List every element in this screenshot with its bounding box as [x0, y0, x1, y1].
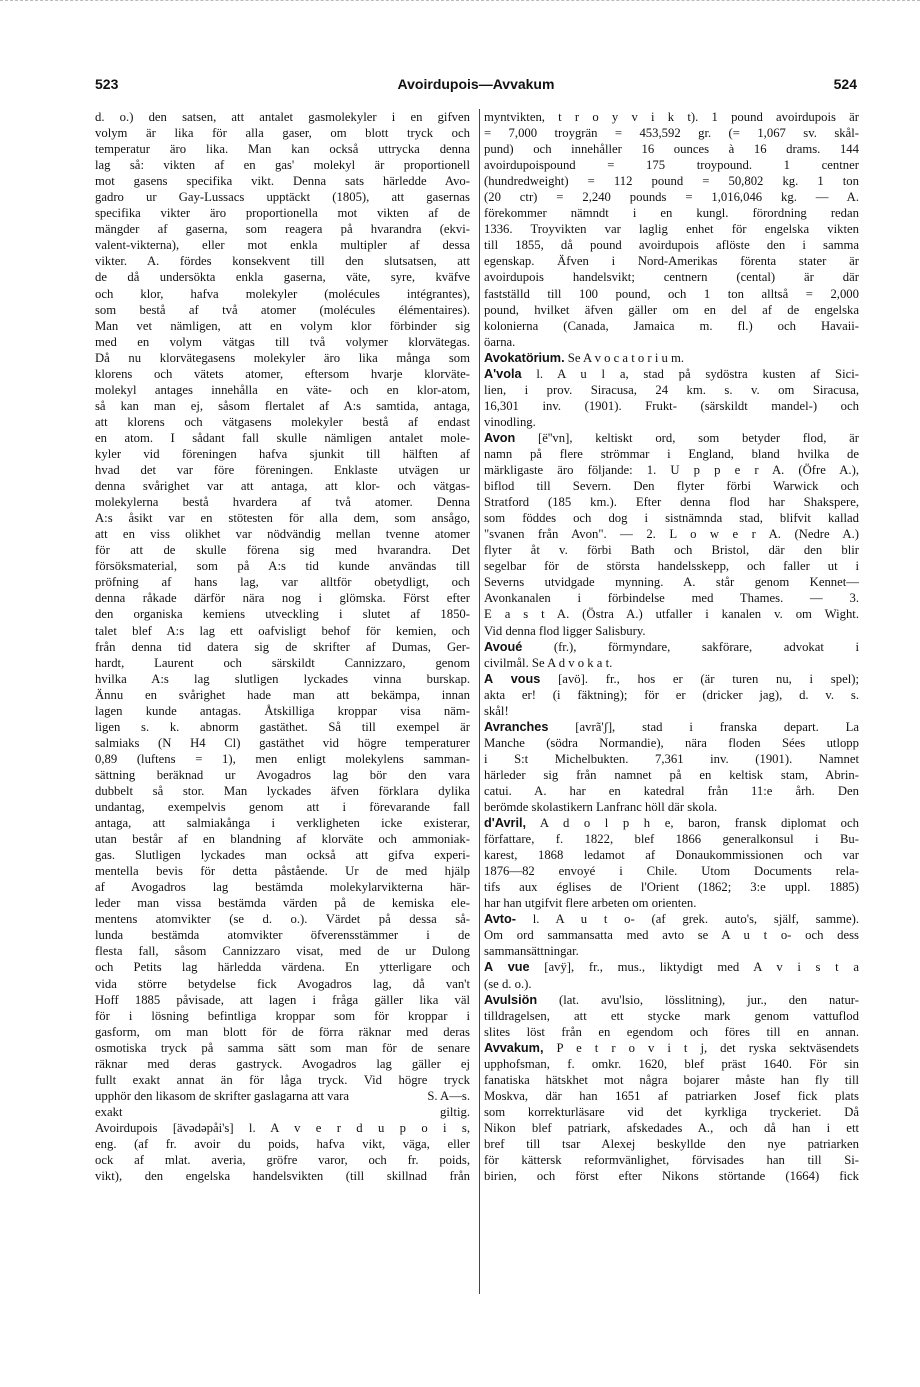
- page-number-right: 524: [833, 76, 857, 92]
- entry-headword: Avokatörium.: [484, 350, 565, 365]
- text-line: upphofsman, f. omkr. 1620, blef präst 1640. För sin: [484, 1056, 859, 1071]
- entry-headword: A vous: [484, 671, 541, 686]
- text-line: för att de skulle förena sig med hvarandra. Det: [95, 543, 470, 558]
- text-line: Manche (södra Normandie), nära floden Sées utlopp: [484, 735, 859, 750]
- text-line: avoirdupois handelsvikt; centnern (cental) är där: [484, 270, 859, 285]
- text-line: civilmål. Se A d v o k a t.: [484, 655, 613, 670]
- text-line: märkligaste äro följande: 1. U p p e r A. (Öfre A.),: [484, 463, 859, 478]
- text-line: Hoff 1885 påvisade, att lagen i fråga gäller lika väl: [95, 992, 470, 1007]
- text-line: bref till tsar Alexej beskyllde den nye patriarken: [484, 1137, 859, 1151]
- text-line: avoirdupoispound = 175 troypound. 1 centner: [484, 158, 859, 173]
- text-line: (20 ctr) = 2,240 pounds = 1,016,046 kg. — A.: [484, 190, 859, 205]
- text-line: Avoirdupois [ävədəpåi's] l. A v e r d u p o i s,: [95, 1120, 470, 1135]
- right-column: [484, 109, 859, 1184]
- entry-headword: Avoué: [484, 639, 523, 654]
- text-line: osmotiska tryck på samma sätt som man för de senare: [95, 1040, 470, 1055]
- text-line: Avto- l. A u t o- (af grek. auto's, själf, samme).: [484, 912, 859, 927]
- text-line: af Avogadros lag bestämda molekylarvikterna här-: [95, 880, 470, 895]
- text-line: exakt giltig.: [95, 1104, 470, 1119]
- text-line: från denna tid datera sig de skrifter af Dumas, Ger-: [95, 639, 470, 654]
- text-line: Avonkanalen i förbindelse med Thames. — 3.: [484, 591, 859, 606]
- text-line: fanatiska hätskhet mot några bojarer måste han fly till: [484, 1072, 859, 1087]
- text-line: 16,301 inv. (1901). Frukt- (särskildt mandel-) och: [484, 398, 859, 413]
- text-line: biflod till Severn. Den flyter förbi Warwick och: [484, 479, 859, 494]
- entry-headword: Avvakum,: [484, 1040, 544, 1055]
- text-line: molekylerna bestå hvardera af två atomer. Denna: [95, 495, 470, 510]
- text-line: Avokatörium. Se A v o c a t o r i u m.: [484, 350, 685, 365]
- text-line: volym är lika för alla gaser, om blott tryck och: [95, 126, 470, 141]
- entry-headword: Avulsiön: [484, 992, 538, 1007]
- author-signature: S. A—s.: [427, 1088, 470, 1103]
- text-line: klorens och vätets atomer, eftersom hvarje klorväte-: [95, 366, 470, 381]
- text-line: 1876—82 envoyé i Chile. Utom Documents rela-: [484, 864, 859, 879]
- text-line: till 1855, då pound avoirdupois aflöste den i samma: [484, 238, 859, 253]
- text-line: A:s åsikt var en stötesten för alla dem, som ansågo,: [95, 511, 470, 526]
- text-line: härleder sig från namnet på en keltisk stam, Abrin-: [484, 767, 859, 782]
- text-line: ligen s. k. abnorm gastäthet. Så till exempel är: [95, 719, 470, 734]
- text-line: Ännu en svårighet hade man att bekämpa, innan: [95, 687, 470, 702]
- text-line: salmiaks (N H4 Cl) gastäthet vid högre temperaturer: [95, 735, 470, 750]
- text-line: att klorens och vätgasens molekyler bestå af endast: [95, 414, 470, 429]
- text-line: den organiska kemiens utveckling i slutet af 1850-: [95, 607, 470, 622]
- text-line: flyter åt v. förbi Bath och Bristol, där den blir: [484, 543, 859, 558]
- text-line: myntvikten, t r o y v i k t). 1 pound avoirdupois är: [484, 110, 859, 124]
- text-line: mot gasens specifika vikt. Denna sats härledde Avo-: [95, 174, 470, 189]
- text-line: sammansättningar.: [484, 944, 579, 959]
- text-line: specifika vikter äro proportionella mot vikten af de: [95, 206, 470, 221]
- text-line: Severns utvidgade mynning. A. står genom Kennet—: [484, 575, 859, 590]
- text-line: öarna.: [484, 334, 516, 349]
- text-line: namn på flere strömmar i England, bland hvilka de: [484, 446, 859, 461]
- entry-headword: Avon: [484, 430, 516, 445]
- text-line: 0,89 (luftens = 1), men enligt molekylens samman-: [95, 751, 470, 766]
- text-line: i S:t Michelbukten. 7,361 inv. (1901). Namnet: [484, 751, 859, 766]
- text-line: har han utgifvit flere arbeten om orienten.: [484, 896, 697, 911]
- text-line: kyler vid föreningen hafva sjunkit till hälften af: [95, 446, 470, 461]
- text-line: de då undersökta enkla gaserna, väte, syre, kväfve: [95, 270, 470, 285]
- text-line: pound, hvilket äfven gäller om en del af de engelska: [484, 302, 859, 317]
- text-line: d. o.) den satsen, att antalet gasmolekyler i en gifven: [95, 110, 470, 124]
- text-line: förekommer nämndt i en kungl. förordning redan: [484, 206, 859, 221]
- text-line: Avulsiön (lat. avu'lsio, lösslitning), jur., den natur-: [484, 992, 859, 1007]
- text-line: som bestå af två atomer (molécules élémentaires).: [95, 302, 470, 317]
- text-line: pund) och innehåller 16 ounces à 16 drams. 144: [484, 142, 859, 157]
- text-line: mentens atomvikter (se d. o.). Värdet på dessa så-: [95, 912, 470, 927]
- text-line: och klor, hafva molekyler (molécules intégrantes),: [95, 286, 470, 301]
- text-line: "svanen från Avon". — 2. L o w e r A. (Nedre A.): [484, 527, 859, 542]
- text-line: Om ord sammansatta med avto se A u t o- och dess: [484, 928, 859, 943]
- entry-headword: A vue: [484, 960, 530, 975]
- column-divider: [479, 109, 480, 1294]
- page-header: [95, 76, 857, 96]
- text-line: ock af mlat. averia, gröfre varor, och fr. poids,: [95, 1153, 470, 1168]
- text-line: så kan man ej, såsom flertalet af A:s samtida, antaga,: [95, 398, 470, 413]
- text-line: och Petits lag härledda värdena. En ytterligare och: [95, 960, 470, 975]
- text-line: gasform, om man blott för de förra räknar med deras: [95, 1024, 470, 1039]
- entry-headword: A'vola: [484, 366, 522, 381]
- text-line: Nikon blef patriark, afskedades A., och då han i ett: [484, 1120, 859, 1135]
- text-line: flesta fall, såsom Cannizzaro visat, med de ur Dulong: [95, 944, 470, 959]
- text-line: Man vet nämligen, att en volym klor förbinder sig: [95, 318, 470, 333]
- text-line: lien, i prov. Siracusa, 24 km. s. v. om Siracusa,: [484, 382, 859, 397]
- text-line: (hundredweight) = 112 pound = 50,802 kg. 1 ton: [484, 174, 859, 189]
- text-line: Stratford (185 km.). Efter denna flod har Shakspere,: [484, 495, 859, 510]
- text-line: fullt exakt annat än för låga tryck. Vid högre tryck: [95, 1072, 470, 1087]
- entry-headword: d'Avril,: [484, 816, 527, 831]
- text-line: mentella bevis för detta påstående. Ur de med hjälp: [95, 864, 470, 879]
- text-line: 1336. Troyvikten var laglig enhet för engelska vikten: [484, 222, 859, 237]
- text-line: författare, f. 1822, blef 1866 generalkonsul i Bu-: [484, 832, 859, 847]
- text-line: A vous [avö]. fr., hos er (är turen nu, i spel);: [484, 671, 859, 686]
- text-line: A'vola l. A u l a, stad på sydöstra kusten af Sici-: [484, 366, 859, 381]
- text-line: för i lösning befintliga kroppar som för kroppar i: [95, 1008, 470, 1023]
- text-line: talet blef A:s lag ett oafvisligt behof för kemien, och: [95, 623, 470, 638]
- text-line: kolonierna (Canada, Jamaica m. fl.) och Havaii-: [484, 318, 859, 333]
- text-line: hvad det var före föreningen. Enklaste utvägen ur: [95, 463, 470, 478]
- text-line: karest, 1868 ledamot af Donaukommissionen och var: [484, 848, 859, 863]
- text-line: med en volym vätgas till två volymer klorvätegas.: [95, 334, 470, 349]
- text-line: birien, och först efter Nikons störtande (1664) fick: [484, 1169, 859, 1184]
- text-line: skål!: [484, 703, 509, 718]
- text-line: som föddes och dog i sistnämnda stad, blifvit kallad: [484, 511, 859, 526]
- running-head: Avoirdupois—Avvakum: [397, 76, 555, 92]
- text-line: försöksmaterial, som på A:s tid kunde användas till: [95, 559, 470, 574]
- text-line: temperatur äro lika. Man kan också uttrycka denna: [95, 142, 470, 157]
- text-line: räknar med deras gastryck. Avogadros lag gäller ej: [95, 1056, 470, 1071]
- text-line: segelbar för de största handelsskepp, och faller ut i: [484, 559, 859, 574]
- entry-headword: Avto-: [484, 912, 516, 927]
- text-line: sättning beräknad ur Avogadros lag bör den vara: [95, 767, 470, 782]
- text-line: lagen kunde antagas. Åtskilliga kroppar visa näm-: [95, 703, 470, 718]
- text-line: = 7,000 troygrän = 453,592 gr. (= 1,067 sv. skål-: [484, 126, 859, 141]
- text-line: egenskap. Äfven i Nord-Amerikas förenta stater är: [484, 254, 859, 269]
- text-line: denna råkade därför nära nog i glömska. Först efter: [95, 591, 470, 606]
- left-column: [95, 109, 470, 1184]
- text-line: pröfning af hans lag, var alltför obetydligt, och: [95, 575, 470, 590]
- text-line: upphör den likasom de skrifter gaslagarna att vara S. A—s.: [95, 1088, 470, 1103]
- text-line: Avon [ë''vn], keltiskt ord, som betyder flod, är: [484, 430, 859, 445]
- text-line: akta er! (i fäktning); för er (dricker jag), d. v. s.: [484, 687, 859, 702]
- text-line: molekyl antages innehålla en väte- och en klor-atom,: [95, 382, 470, 397]
- text-line: leder man vissa bestämda värden på de kemiska ele-: [95, 896, 470, 911]
- text-line: lag så: vikten af en gas' molekyl är proportionell: [95, 158, 470, 173]
- text-line: slites löst från en egendom och föres till en annan.: [484, 1024, 859, 1039]
- scan-top-edge: [0, 0, 920, 5]
- text-line: Moskva, där han 1651 af patriarken Josef fick plats: [484, 1088, 859, 1103]
- text-line: som korrekturläsare vid det kyrkliga tryckeriet. Då: [484, 1104, 859, 1119]
- text-line: dubbelt så stor. Man lyckades äfven förklara dylika: [95, 783, 470, 798]
- text-line: (se d. o.).: [484, 976, 532, 991]
- text-line: fastställd till 100 pound, och 1 ton alltså = 2,000: [484, 286, 859, 301]
- entry-headword: Avranches: [484, 719, 549, 734]
- text-line: d'Avril, A d o l p h e, baron, fransk diplomat och: [484, 816, 859, 831]
- text-line: gas. Slutligen lyckades man också att gifva experi-: [95, 848, 470, 863]
- text-line: en atom. I sådant fall skulle nämligen antalet mole-: [95, 430, 470, 445]
- text-line: Avoué (fr.), förmyndare, sakförare, advokat i: [484, 639, 859, 654]
- text-line: hvilka A:s lag slutligen lyckades vinna burskap.: [95, 671, 470, 686]
- text-line: att en viss olikhet var nödvändig mellan tvenne atomer: [95, 527, 470, 542]
- text-line: tifs aux églises de l'Orient (1862; 3:e uppl. 1885): [484, 880, 859, 895]
- text-line: utan består af en blandning af klorväte och ammoniak-: [95, 832, 470, 847]
- text-line: antaga, att salmiakånga i verkligheten icke existerar,: [95, 816, 470, 831]
- text-line: E a s t A. (Östra A.) utfaller i kanalen v. om Wight.: [484, 607, 859, 622]
- text-line: Då nu klorvätegasens molekyler äro lika många som: [95, 350, 470, 365]
- text-line: vikt), den engelska handelsvikten (till skillnad från: [95, 1169, 470, 1184]
- text-line: A vue [avÿ], fr., mus., liktydigt med A v i s t a: [484, 960, 859, 975]
- text-line: denna svårighet var att antaga, att klor- och vätgas-: [95, 479, 470, 494]
- text-line: mängder af gaserna, som reagera på hvarandra (ekvi-: [95, 222, 470, 237]
- text-line: tilldragelsen, att ett stycke mark genom vattuflod: [484, 1008, 859, 1023]
- text-line: eng. (af fr. avoir du poids, hafva vikt, väga, eller: [95, 1137, 470, 1151]
- text-line: gadro ur Gay-Lussacs upptäckt (1805), att gasernas: [95, 190, 470, 205]
- text-line: vida större betydelse fick Avogadros lag, då van't: [95, 976, 470, 991]
- text-line: Avranches [avrã'ʃ], stad i franska depart. La: [484, 719, 859, 734]
- text-line: för kättersk reformvänlighet, förvisades han till Si-: [484, 1153, 859, 1168]
- text-line: Vid denna flod ligger Salisbury.: [484, 623, 646, 638]
- text-line: valent-vikterna), eller mot enkla multipler af dessa: [95, 238, 470, 253]
- page-number-left: 523: [95, 76, 119, 92]
- text-line: lunda bestämda atomvikter öfverensstämmer i de: [95, 928, 470, 943]
- text-line: berömde skolastikern Lanfranc höll där skola.: [484, 800, 718, 815]
- text-line: catui. A. har en katedral från 11:e årh. Den: [484, 783, 859, 798]
- text-line: Avvakum, P e t r o v i t j, det ryska sektväsendets: [484, 1040, 859, 1055]
- text-line: vinodling.: [484, 414, 536, 429]
- text-line: undantag, exempelvis genom att i förevarande fall: [95, 800, 470, 815]
- text-line: vikter. A. fördes konsekvent till den slutsatsen, att: [95, 254, 470, 269]
- text-line: hardt, Laurent och särskildt Cannizzaro, genom: [95, 655, 470, 670]
